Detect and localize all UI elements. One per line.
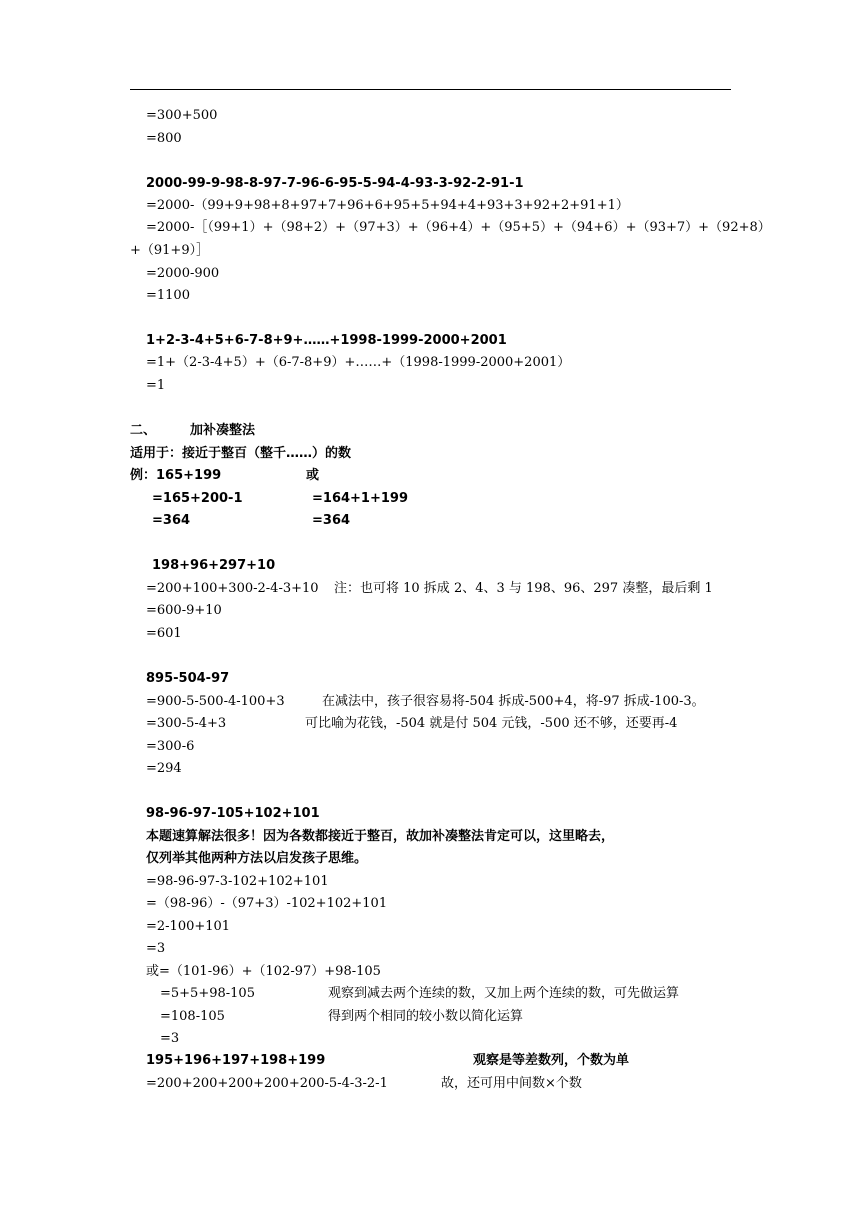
text-line: 或=（101-96）+（102-97）+98-105 xyxy=(146,964,381,979)
bold-note: 观察是等差数列，个数为单 xyxy=(473,1053,630,1068)
example-title: 195+196+197+198+199 xyxy=(146,1053,326,1068)
text-line: =2000-（99+9+98+8+97+7+96+6+95+5+94+4+93+3+92+2+91+1） xyxy=(146,198,629,213)
text-line: =601 xyxy=(146,626,182,641)
note-text: 得到两个相同的较小数以简化运算 xyxy=(328,1009,524,1024)
text-line: =1 xyxy=(146,378,166,393)
note-text: 注：也可将 10 拆成 2、4、3 与 198、96、297 凑整，最后剩 1 xyxy=(334,581,713,596)
text-line: =300-6 xyxy=(146,739,195,754)
text-line: +（91+9）］ xyxy=(130,243,210,258)
section-title: 加补凑整法 xyxy=(190,423,256,438)
text-line: =165+200-1 xyxy=(152,491,243,506)
applies-line: 适用于：接近于整百（整千……）的数 xyxy=(130,446,352,461)
section-number: 二、 xyxy=(130,423,157,438)
example-line: 例：165+199 xyxy=(130,468,222,483)
note-text: 在减法中，孩子很容易将-504 拆成-500+4，将-97 拆成-100-3。 xyxy=(322,694,705,709)
text-line: =3 xyxy=(146,941,166,956)
text-line: =98-96-97-3-102+102+101 xyxy=(146,874,329,889)
example-title: 895-504-97 xyxy=(146,671,230,686)
note-text: 可比喻为花钱，-504 就是付 504 元钱，-500 还不够，还要再-4 xyxy=(305,716,678,731)
text-line: =2000-900 xyxy=(146,266,220,281)
text-line: =900-5-500-4-100+3 xyxy=(146,694,285,709)
text-line: =200+100+300-2-4-3+10 xyxy=(146,581,319,596)
example-title: 2000-99-9-98-8-97-7-96-6-95-5-94-4-93-3-92-2-91-1 xyxy=(146,176,524,191)
bold-note: 本题速算解法很多！因为各数都接近于整百，故加补凑整法肯定可以，这里略去， xyxy=(146,829,615,844)
text-line: =600-9+10 xyxy=(146,603,222,618)
text-line: =2000-［（99+1）+（98+2）+（97+3）+（96+4）+（95+5）+（94+6）+（93+7）+（92+8） xyxy=(146,220,771,235)
bold-note: 仅列举其他两种方法以启发孩子思维。 xyxy=(146,851,368,866)
header-rule xyxy=(130,89,731,90)
text-line: =300-5-4+3 xyxy=(146,716,227,731)
text-line: =2-100+101 xyxy=(146,919,231,934)
text-line: =164+1+199 xyxy=(312,491,408,506)
example-title: 198+96+297+10 xyxy=(152,558,276,573)
text-line: =800 xyxy=(146,131,182,146)
text-line: =364 xyxy=(312,513,351,528)
text-line: =1+（2-3-4+5）+（6-7-8+9）+……+（1998-1999-2000+2001） xyxy=(146,355,571,370)
note-text: 观察到减去两个连续的数，又加上两个连续的数，可先做运算 xyxy=(328,986,680,1001)
example-title: 98-96-97-105+102+101 xyxy=(146,806,320,821)
text-line: =108-105 xyxy=(160,1009,225,1024)
text-line: =294 xyxy=(146,761,182,776)
text-line: =200+200+200+200+200-5-4-3-2-1 xyxy=(146,1076,388,1091)
text-line: =3 xyxy=(160,1031,180,1046)
text-line: =364 xyxy=(152,513,191,528)
example-title: 1+2-3-4+5+6-7-8+9+……+1998-1999-2000+2001 xyxy=(146,333,507,348)
text-line: =（98-96）-（97+3）-102+102+101 xyxy=(146,896,388,911)
note-text: 故，还可用中间数×个数 xyxy=(441,1076,582,1091)
text-line: =5+5+98-105 xyxy=(160,986,255,1001)
or-label: 或 xyxy=(306,468,320,483)
text-line: =1100 xyxy=(146,288,190,303)
text-line: =300+500 xyxy=(146,108,218,123)
